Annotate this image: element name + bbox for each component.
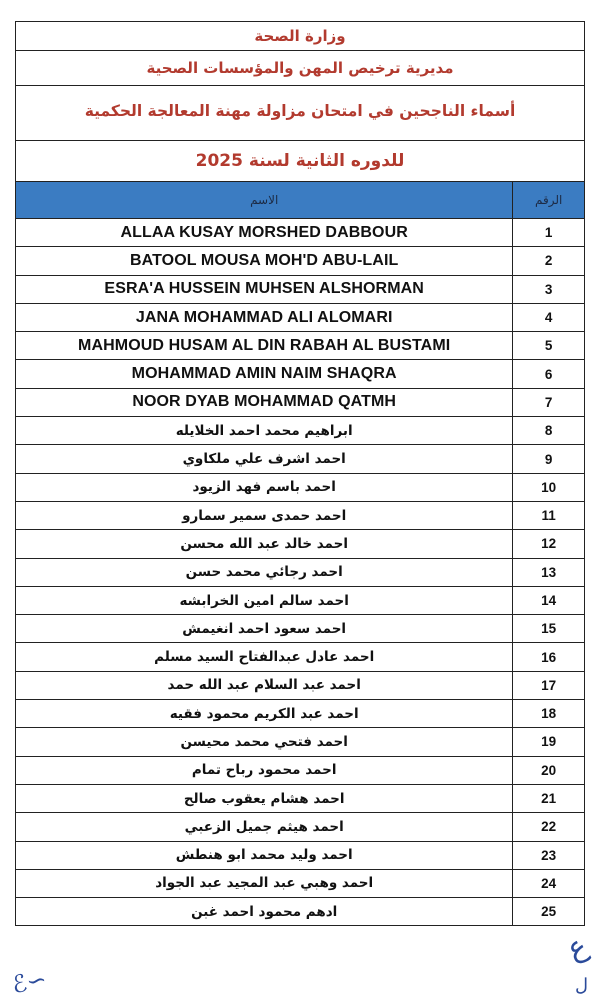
table-row (16, 388, 584, 416)
handwritten-signature-left: ℰ∽ (9, 964, 50, 1000)
candidate-name: احمد باسم فهد الزيود (16, 473, 513, 501)
candidate-name: احمد خالد عبد الله محسن (16, 530, 513, 558)
row-number: 17 (513, 671, 584, 699)
table-row (16, 275, 584, 303)
row-number: 5 (513, 332, 584, 360)
candidate-name: احمد هيثم جميل الزعبي (16, 813, 513, 841)
candidate-name: احمد عادل عبدالفتاح السيد مسلم (16, 643, 513, 671)
row-number: 21 (513, 784, 584, 812)
table-row (16, 530, 584, 558)
table-row (16, 643, 584, 671)
candidate-name: احمد سعود احمد انغيمش (16, 615, 513, 643)
candidate-name: احمد وليد محمد ابو هنطش (16, 841, 513, 869)
column-header-name: الاسم (16, 182, 513, 219)
candidate-name: JANA MOHAMMAD ALI ALOMARI (16, 303, 513, 331)
table-row (16, 615, 584, 643)
candidate-name: احمد فتحي محمد محيسن (16, 728, 513, 756)
row-number: 6 (513, 360, 584, 388)
row-number: 16 (513, 643, 584, 671)
row-number: 20 (513, 756, 584, 784)
candidate-name: احمد عبد الكريم محمود فقيه (16, 700, 513, 728)
table-row (16, 473, 584, 501)
row-number: 14 (513, 586, 584, 614)
row-number: 25 (513, 898, 584, 926)
table-row (16, 784, 584, 812)
table-row (16, 332, 584, 360)
row-number: 1 (513, 219, 584, 247)
candidate-name: ALLAA KUSAY MORSHED DABBOUR (16, 219, 513, 247)
table-row (16, 586, 584, 614)
table-row (16, 813, 584, 841)
candidate-name: ادهم محمود احمد غبن (16, 898, 513, 926)
row-number: 8 (513, 417, 584, 445)
ministry-title: وزارة الصحة (16, 22, 584, 51)
table-row (16, 869, 584, 897)
row-number: 15 (513, 615, 584, 643)
candidate-name: احمد رجائي محمد حسن (16, 558, 513, 586)
candidate-name: احمد هشام يعقوب صالح (16, 784, 513, 812)
row-number: 23 (513, 841, 584, 869)
row-number: 4 (513, 303, 584, 331)
candidate-name: NOOR DYAB MOHAMMAD QATMH (16, 388, 513, 416)
candidate-name: ESRA'A HUSSEIN MUHSEN ALSHORMAN (16, 275, 513, 303)
candidate-name: احمد محمود رباح تمام (16, 756, 513, 784)
handwritten-mark-right: ل (575, 975, 589, 996)
table-row (16, 303, 584, 331)
document-title: أسماء الناجحين في امتحان مزاولة مهنة المعالجة الحكمية (16, 86, 584, 141)
candidate-name: احمد حمدى سمير سمارو (16, 501, 513, 529)
table-row (16, 898, 584, 926)
row-number: 9 (513, 445, 584, 473)
row-number: 18 (513, 700, 584, 728)
candidate-name: احمد اشرف علي ملكاوي (16, 445, 513, 473)
table-header-row (16, 182, 584, 219)
table-row (16, 501, 584, 529)
table-row (16, 841, 584, 869)
row-number: 22 (513, 813, 584, 841)
results-table (16, 182, 584, 925)
table-row (16, 558, 584, 586)
table-row (16, 417, 584, 445)
table-row (16, 219, 584, 247)
row-number: 13 (513, 558, 584, 586)
row-number: 10 (513, 473, 584, 501)
row-number: 2 (513, 247, 584, 275)
candidate-name: MAHMOUD HUSAM AL DIN RABAH AL BUSTAMI (16, 332, 513, 360)
table-row (16, 247, 584, 275)
row-number: 11 (513, 501, 584, 529)
row-number: 7 (513, 388, 584, 416)
handwritten-signature-right: ع (561, 927, 593, 968)
candidate-name: احمد عبد السلام عبد الله حمد (16, 671, 513, 699)
directorate-title: مديرية ترخيص المهن والمؤسسات الصحية (16, 51, 584, 86)
session-title: للدوره الثانية لسنة 2025 (16, 141, 584, 182)
candidate-name: MOHAMMAD AMIN NAIM SHAQRA (16, 360, 513, 388)
table-body (16, 219, 584, 926)
table-row (16, 671, 584, 699)
candidate-name: احمد وهبي عبد المجيد عبد الجواد (16, 869, 513, 897)
row-number: 3 (513, 275, 584, 303)
table-row (16, 360, 584, 388)
results-sheet (15, 21, 585, 926)
table-row (16, 700, 584, 728)
candidate-name: احمد سالم امين الخرابشه (16, 586, 513, 614)
column-header-number: الرقم (513, 182, 584, 219)
row-number: 19 (513, 728, 584, 756)
candidate-name: ابراهيم محمد احمد الخلايله (16, 417, 513, 445)
table-row (16, 445, 584, 473)
candidate-name: BATOOL MOUSA MOH'D ABU-LAIL (16, 247, 513, 275)
table-row (16, 756, 584, 784)
row-number: 24 (513, 869, 584, 897)
row-number: 12 (513, 530, 584, 558)
table-row (16, 728, 584, 756)
